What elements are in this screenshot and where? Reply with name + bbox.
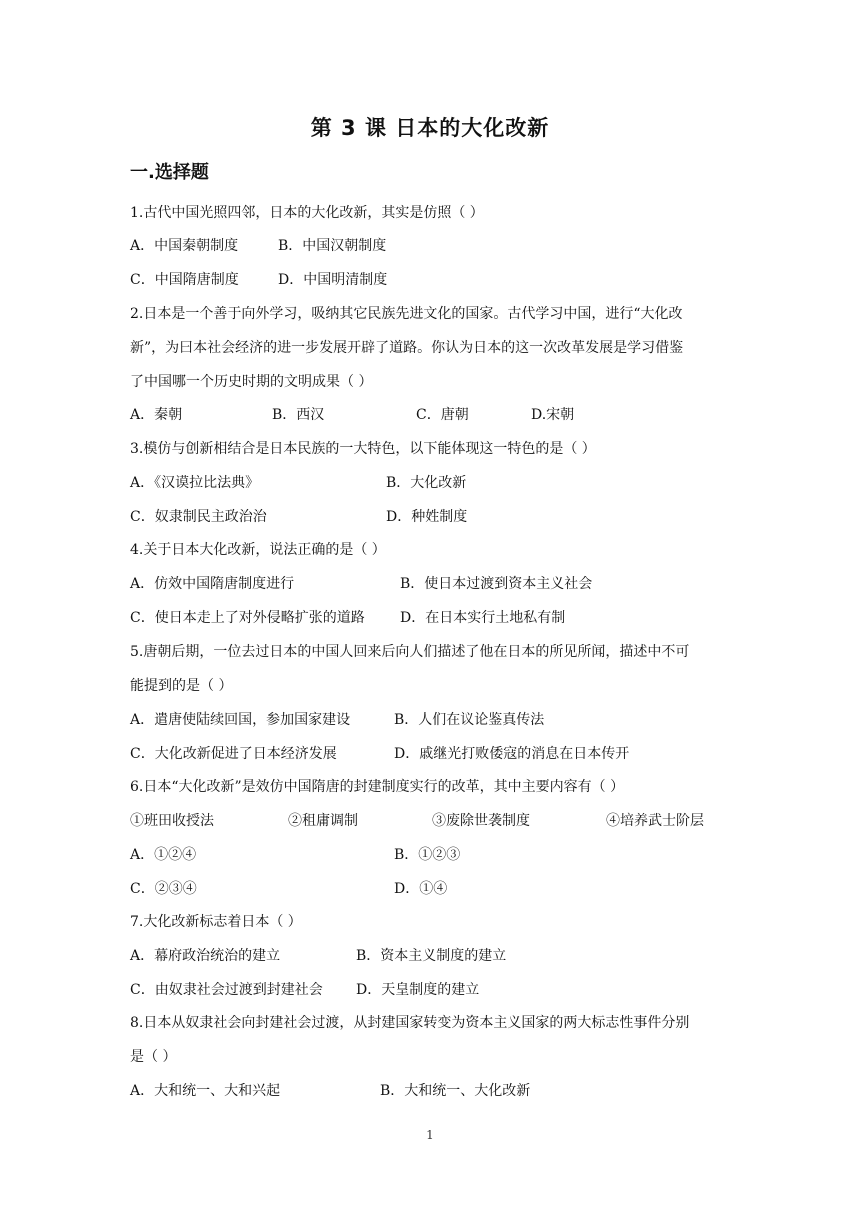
question-1-stem: 1.古代中国光照四邻，日本的大化改新，其实是仿照（ ） xyxy=(130,205,484,221)
option-c: C．唐朝 xyxy=(416,407,469,423)
question-5-stem-line-1: 5.唐朝后期，一位去过日本的中国人回来后向人们描述了他在日本的所见所闻，描述中不可 xyxy=(130,644,690,660)
option-c: C．奴隶制民主政治治 xyxy=(130,509,267,525)
item-3: ③废除世袭制度 xyxy=(432,813,530,829)
option-c: C．使日本走上了对外侵略扩张的道路 xyxy=(130,610,365,626)
option-d: D.宋朝 xyxy=(531,407,575,423)
question-4-stem: 4.关于日本大化改新，说法正确的是（ ） xyxy=(130,542,386,558)
option-b: B．大和统一、大化改新 xyxy=(380,1083,531,1099)
question-8-stem-line-2: 是（ ） xyxy=(130,1049,177,1065)
option-a: A．幕府政治统治的建立 xyxy=(130,948,281,964)
option-b: B．人们在议论鉴真传法 xyxy=(394,712,545,728)
option-c: C．②③④ xyxy=(130,881,197,897)
option-a: A．中国秦朝制度 xyxy=(130,238,239,254)
option-c: C．由奴隶社会过渡到封建社会 xyxy=(130,982,323,998)
option-b: B．大化改新 xyxy=(386,475,467,491)
option-d: D．天皇制度的建立 xyxy=(356,982,480,998)
question-5-stem-line-2: 能提到的是（ ） xyxy=(130,678,233,694)
option-c: C．大化改新促进了日本经济发展 xyxy=(130,746,337,762)
option-a: A．①②④ xyxy=(130,847,197,863)
option-b: B．使日本过渡到资本主义社会 xyxy=(400,576,593,592)
page-title: 第 3 课 日本的大化改新 xyxy=(310,116,550,140)
option-a: A．遣唐使陆续回国，参加国家建设 xyxy=(130,712,351,728)
page-number: 1 xyxy=(426,1128,434,1142)
option-d: D．中国明清制度 xyxy=(278,272,388,288)
option-d: D．①④ xyxy=(394,881,448,897)
question-2-stem-line-2: 新”，为曰本社会经济的进一步发展开辟了道路。你认为日本的这一次改革发展是学习借鉴 xyxy=(130,340,684,356)
question-2-stem-line-3: 了中国哪一个历史时期的文明成果（ ） xyxy=(130,374,373,390)
question-7-stem: 7.大化改新标志着日本（ ） xyxy=(130,914,302,930)
question-6-stem: 6.日本“大化改新”是效仿中国隋唐的封建制度实行的改革，其中主要内容有（ ） xyxy=(130,779,625,795)
option-b: B．西汉 xyxy=(272,407,325,423)
option-c: C．中国隋唐制度 xyxy=(130,272,239,288)
option-a: A．大和统一、大和兴起 xyxy=(130,1083,281,1099)
option-d: D．戚继光打败倭寇的消息在日本传开 xyxy=(394,746,630,762)
item-2: ②租庸调制 xyxy=(288,813,358,829)
item-1: ①班田收授法 xyxy=(130,813,214,829)
option-a: A．秦朝 xyxy=(130,407,183,423)
question-8-stem-line-1: 8.日本从奴隶社会向封建社会过渡，从封建国家转变为资本主义国家的两大标志性事件分别 xyxy=(130,1015,690,1031)
option-b: B．①②③ xyxy=(394,847,461,863)
question-3-stem: 3.模仿与创新相结合是日本民族的一大特色，以下能体现这一特色的是（ ） xyxy=(130,441,596,457)
option-a: A．仿效中国隋唐制度进行 xyxy=(130,576,295,592)
option-b: B．中国汉朝制度 xyxy=(278,238,387,254)
item-4: ④培养武士阶层 xyxy=(606,813,704,829)
option-d: D．种姓制度 xyxy=(386,509,468,525)
option-a: A．《汉谟拉比法典》 xyxy=(130,475,260,491)
option-b: B．资本主义制度的建立 xyxy=(356,948,507,964)
section-heading: 一.选择题 xyxy=(130,162,209,183)
option-d: D．在日本实行土地私有制 xyxy=(400,610,566,626)
question-2-stem-line-1: 2.日本是一个善于向外学习，吸纳其它民族先进文化的国家。古代学习中国，进行“大化改 xyxy=(130,306,683,322)
